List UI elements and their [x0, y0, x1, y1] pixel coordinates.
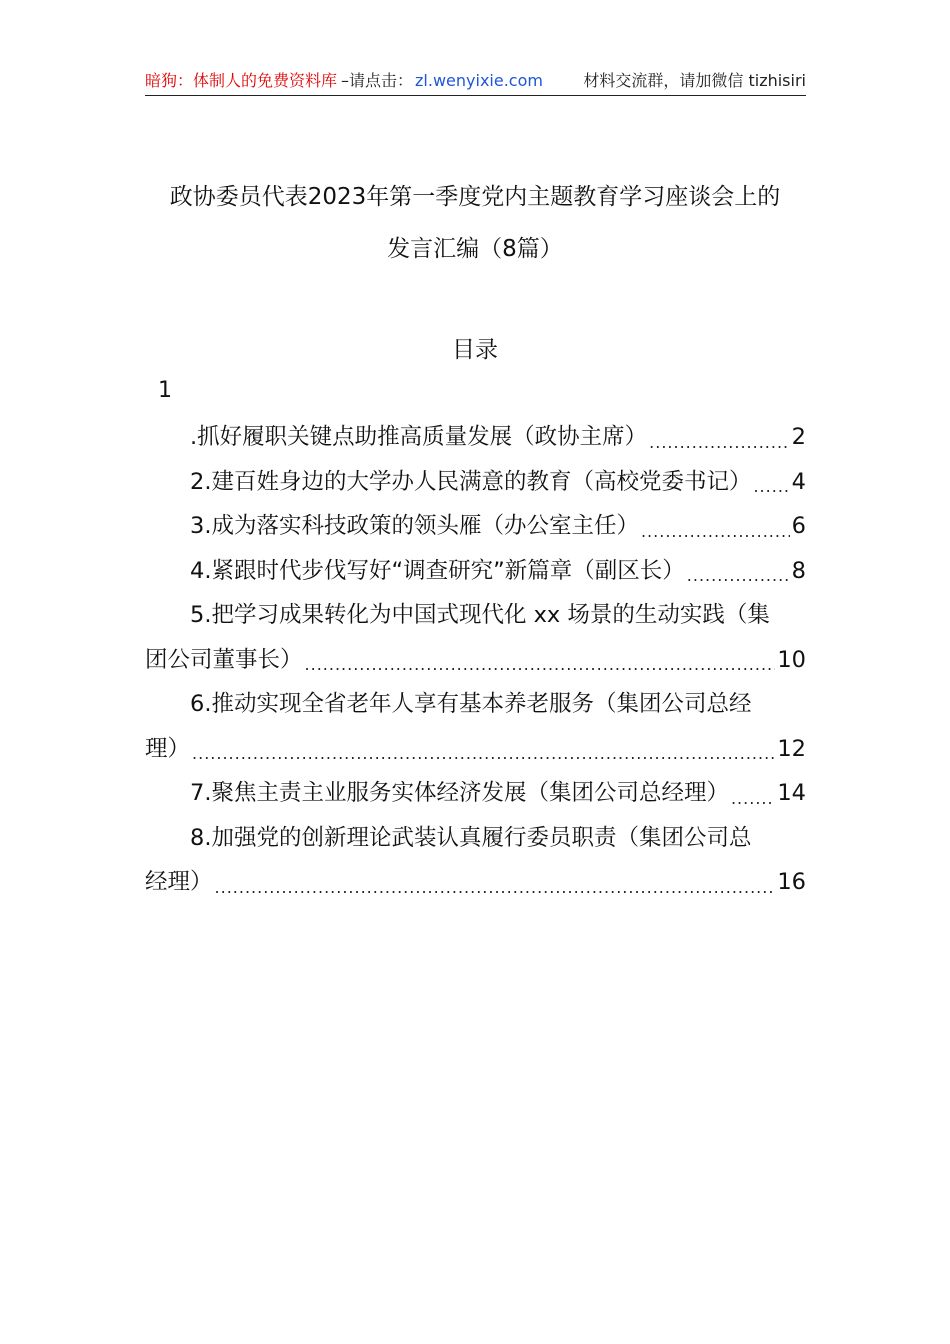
- toc-leader-dots: [641, 504, 790, 549]
- toc-entry-title-cont: 团公司董事长）: [145, 646, 303, 673]
- page-header: [145, 68, 806, 96]
- toc-entry-title: 4.紧跟时代步伐写好“调查研究”新篇章（副区长）: [190, 557, 685, 584]
- toc-leader-dots: [731, 771, 775, 816]
- toc-entry-4[interactable]: [145, 549, 806, 594]
- toc-entry-2[interactable]: [145, 460, 806, 505]
- header-prompt: –请点击：: [341, 71, 414, 90]
- toc-leader-dots: [305, 638, 776, 683]
- toc-entry-5-continued[interactable]: [145, 638, 806, 683]
- table-of-contents: [145, 415, 806, 905]
- toc-leader-dots: [192, 727, 775, 772]
- toc-entry-title-cont: 经理）: [145, 869, 213, 895]
- toc-leader-dots: [687, 549, 790, 594]
- toc-entry-6-continued[interactable]: [145, 727, 806, 772]
- toc-entry-7[interactable]: [145, 771, 806, 816]
- toc-entry-page: 6: [791, 513, 806, 539]
- header-link[interactable]: zl.wenyixie.com: [415, 71, 543, 90]
- toc-entry-title: 7.聚焦主责主业服务实体经济发展（集团公司总经理）: [190, 780, 729, 806]
- document-title-line-1: 政协委员代表2023年第一季度党内主题教育学习座谈会上的: [169, 184, 781, 210]
- toc-section-number: 1: [158, 378, 172, 403]
- toc-entry-6[interactable]: [145, 682, 806, 727]
- toc-entry-page: 12: [777, 735, 806, 762]
- toc-entry-page: 10: [777, 646, 806, 673]
- toc-leader-dots: [753, 460, 789, 505]
- toc-entry-title: 5.把学习成果转化为中国式现代化 xx 场景的生动实践（集: [190, 602, 770, 628]
- toc-entry-page: 2: [791, 424, 806, 450]
- toc-entry-title: 8.加强党的创新理论武装认真履行委员职责（集团公司总: [190, 824, 752, 851]
- toc-entry-page: 16: [777, 869, 806, 895]
- toc-entry-page: 14: [777, 780, 806, 806]
- header-brand: 暗狗：体制人的免费资料库: [145, 71, 338, 90]
- document-title-line-2: 发言汇编（8篇）: [387, 236, 563, 262]
- toc-entry-title: .抓好履职关键点助推高质量发展（政协主席）: [190, 424, 648, 450]
- toc-entry-title: 6.推动实现全省老年人享有基本养老服务（集团公司总经: [190, 691, 752, 717]
- toc-entry-8-continued[interactable]: [145, 860, 806, 905]
- toc-entry-page: 4: [791, 468, 806, 495]
- toc-entry-5[interactable]: [145, 593, 806, 638]
- toc-entry-1[interactable]: [145, 415, 806, 460]
- toc-entry-8[interactable]: [145, 816, 806, 861]
- header-wechat-note: 材料交流群，请加微信 tizhisiri: [583, 71, 806, 90]
- toc-leader-dots: [215, 860, 776, 905]
- toc-entry-title: 2.建百姓身边的大学办人民满意的教育（高校党委书记）: [190, 468, 752, 495]
- toc-leader-dots: [649, 415, 790, 460]
- toc-entry-title-cont: 理）: [145, 735, 191, 762]
- toc-heading: 目录: [452, 337, 498, 363]
- toc-entry-3[interactable]: [145, 504, 806, 549]
- toc-entry-title: 3.成为落实科技政策的领头雁（办公室主任）: [190, 513, 639, 539]
- toc-entry-page: 8: [791, 557, 806, 584]
